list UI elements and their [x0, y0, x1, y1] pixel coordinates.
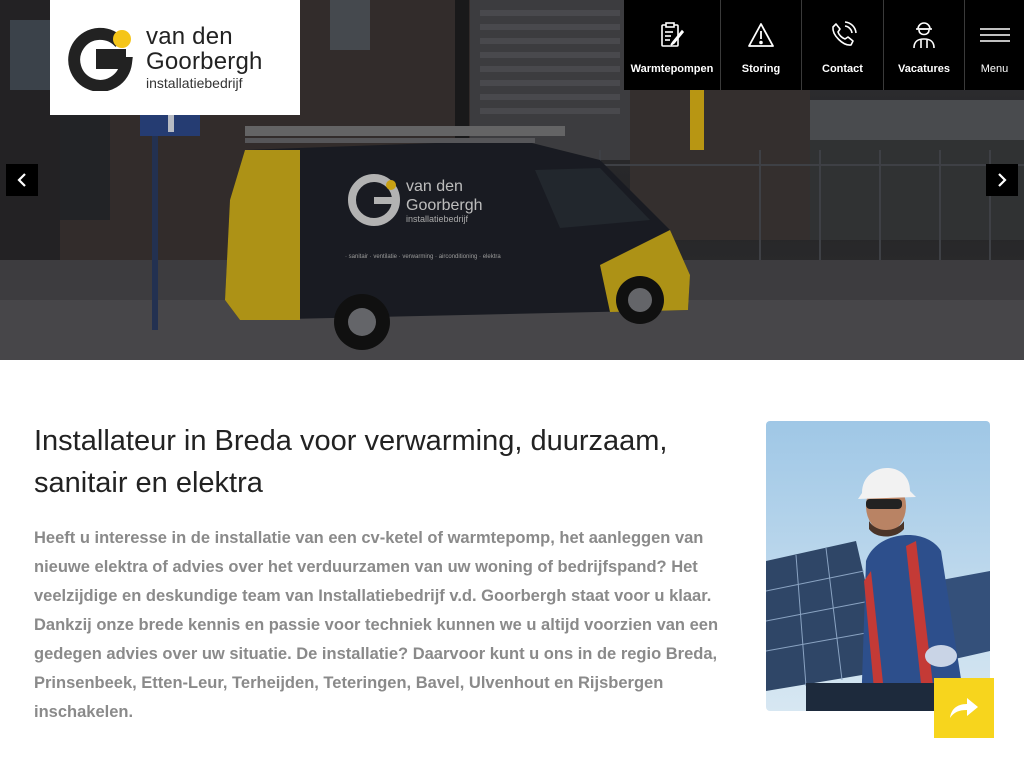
intro-paragraph: Heeft u interesse in de installatie van een cv-ketel of warmtepomp, het aanleggen van nieuwe elektra of advies over het verduurzamen van uw woning of bedrijfspand? Het veelzijdige en deskundige team van Installatiebedrijf v.d. Goorbergh staat voor u klaar. Dankzij onze brede kennis en passie voor techniek kunnen we u altijd voorzien van een gedegen advies over uw situatie. De installatie? Daarvoor kunt u ons in de regio Breda, Prinsenbeek, Etten-Leur, Terheijden, Teteringen, Bavel, Ulvenhout en Rijsbergen inschakelen.	[34, 529, 719, 721]
hamburger-icon	[979, 20, 1011, 50]
phone-icon	[829, 20, 857, 50]
nav-label-menu: Menu	[980, 63, 1009, 75]
share-arrow-icon	[949, 697, 979, 719]
top-navigation	[624, 0, 1024, 90]
chevron-right-icon	[996, 173, 1008, 187]
warning-triangle-icon	[747, 20, 775, 50]
nav-item-storing[interactable]	[720, 0, 801, 90]
nav-label-vacatures: Vacatures	[898, 63, 950, 75]
nav-item-warmtepompen[interactable]	[624, 0, 720, 90]
intro-section	[34, 420, 746, 727]
slider-next-button[interactable]	[986, 164, 1018, 196]
slider-prev-button[interactable]	[6, 164, 38, 196]
chevron-left-icon	[16, 173, 28, 187]
technician-solar-photo	[766, 421, 990, 711]
nav-label-contact: Contact	[822, 63, 863, 75]
nav-item-contact[interactable]	[801, 0, 883, 90]
logo-tagline: installatiebedrijf	[146, 75, 243, 91]
svg-text:Goorbergh: Goorbergh	[406, 197, 483, 214]
clipboard-pencil-icon	[658, 20, 686, 50]
svg-text:van den: van den	[406, 178, 463, 195]
logo-name-line2: Goorbergh	[146, 48, 263, 75]
nav-label-storing: Storing	[741, 63, 781, 75]
nav-label-warmtepompen: Warmtepompen	[630, 63, 714, 75]
logo-name-line1: van den	[146, 23, 233, 50]
logo-g-icon	[68, 25, 134, 91]
svg-text:installatiebedrijf: installatiebedrijf	[406, 214, 469, 224]
page-title: Installateur in Breda voor verwarming, duurzaam, sanitair en elektra	[34, 425, 668, 499]
worker-icon	[910, 20, 938, 50]
nav-item-vacatures[interactable]	[883, 0, 964, 90]
share-button[interactable]	[934, 678, 994, 738]
svg-text:· sanitair · ventilatie · verw: · sanitair · ventilatie · verwarming · airconditioning · elektra	[345, 254, 501, 260]
nav-item-menu[interactable]	[964, 0, 1024, 90]
site-logo[interactable]	[50, 0, 300, 115]
